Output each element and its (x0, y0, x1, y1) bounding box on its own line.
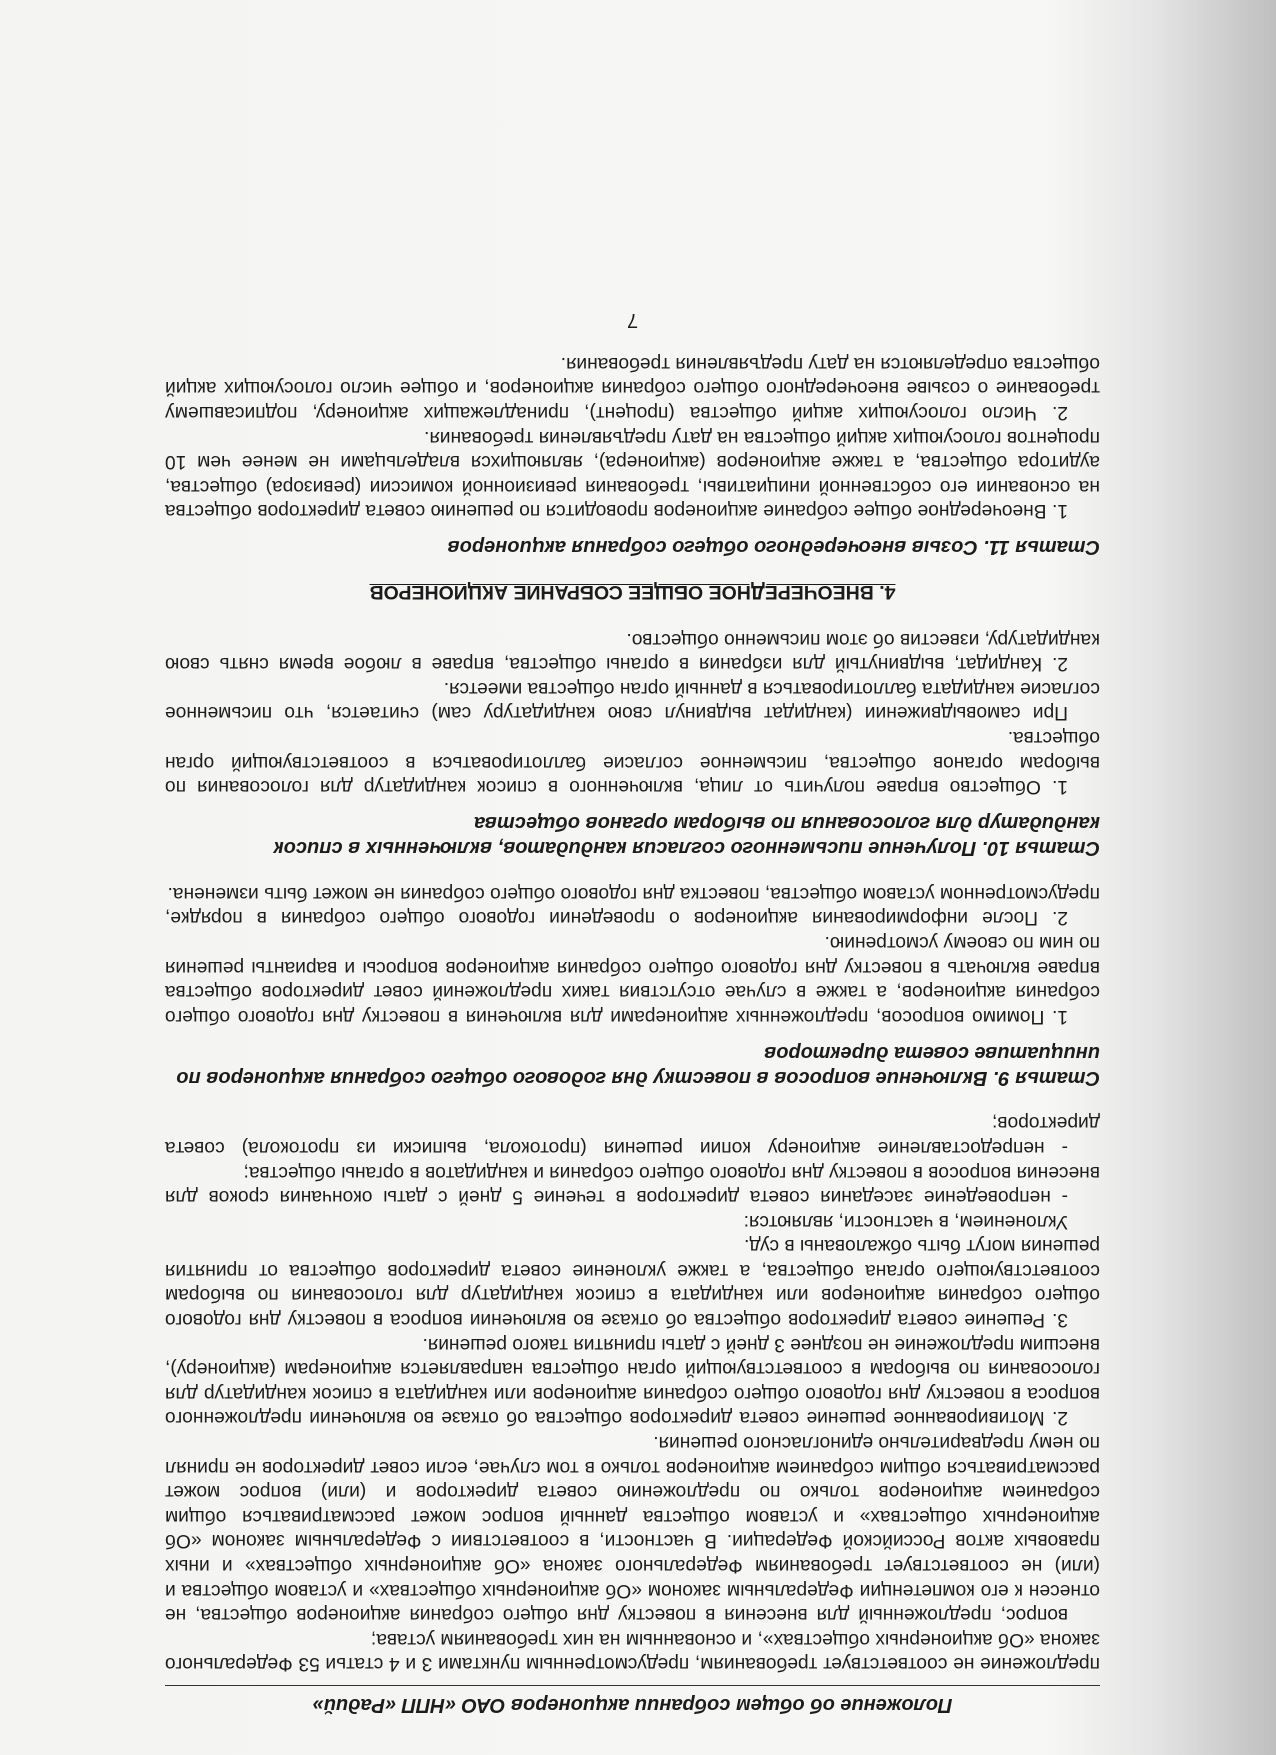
article-heading: Статья 9. Включение вопросов в повестку дня годового общего собрания акционеров по инициативе совета директоров (176, 1041, 1100, 1089)
list-item: - непроведение заседания совета директоров в течение 5 дней с даты окончания сроков для внесения вопросов в повестку дня годового общего собрания и кандидатов в органы общества; (165, 1161, 1100, 1208)
article-heading: Статья 11. Созыв внеочередного общего собрания акционеров (447, 536, 1100, 559)
body-text (165, 350, 1100, 1675)
running-header: Положение об общем собрании акционеров ОАО «НПП «Радий» (165, 1685, 1100, 1717)
list-item: - непредоставление акционеру копии решения (протокола, выписки из протокола) совета директоров; (165, 1112, 1100, 1158)
paragraph: 1. Внеочередное общее собрание акционеров проводится по решению совета директоров общества на основании его собственной инициативы, требования ревизионной комиссии (ревизора) общества, аудитора общества, а также акционеров (акционера), являющихся владельцами не менее чем 10 процентов голосующих акций общества на дату предъявления требования. (165, 426, 1100, 522)
paragraph: При самовыдвижении (кандидат выдвинул свою кандидатуру сам) считается, что письменное согласие кандидата баллотироваться в данный орган общества имеется. (165, 677, 1100, 724)
paragraph: 1. Общество вправе получить от лица, включенного в список кандидатур для голосования по выборам органов общества, письменное согласие баллотироваться в соответствующий орган общества. (165, 727, 1100, 798)
paragraph: 2. После информирования акционеров о проведении годового общего собрания в порядке, предусмотренном уставом общества, повестка дня годового общего собрания не может быть изменена. (165, 882, 1100, 929)
page-content (165, 309, 1100, 1717)
paragraph: вопрос, предложенный для внесения в повестку дня общего собрания акционеров общества, не отнесен к его компетенции Федеральным законом «Об акционерных обществах» и уставом общества и (или) не соответствует требованиям Федерального закона «Об акционерных обществах» и иных правовых актов Российской Федерации. В частности, в соответствии с Федеральным законом «Об акционерных обществах» и уставом общества данный вопрос может рассматриваться общим собранием акционеров только по предложению совета директоров и (или) вопрос может рассматриваться общим собранием акционеров только в том случае, если совет директоров не принял по нему предварительно единогласного решения. (165, 1432, 1100, 1626)
article-heading: Статья 10. Получение письменного согласия кандидатов, включенных в список кандидатур для голосования по выборам органов общества (273, 812, 1100, 860)
paragraph: 3. Решение совета директоров общества об отказе во включении вопроса в повестку дня годового общего собрания акционеров или кандидата в список кандидатур для голосования по выборам соответствующего органа общества, а также уклонение совета директоров общества от принятия решения могут быть обжалованы в суд. (165, 1235, 1100, 1331)
paragraph: 2. Мотивированное решение совета директоров общества об отказе во включении предложенного вопроса в повестку дня годового общего собрания акционеров или кандидата в список кандидатур для голосования по выборам в соответствующий орган общества направляется акционерам (акционеру), внесшим предложение не позднее 3 дней с даты принятия такого решения. (165, 1333, 1100, 1429)
paragraph: 1. Помимо вопросов, предложенных акционерами для включения в повестку дня годового общего собрания акционеров, а также в случае отсутствия таких предложений совет директоров общества вправе включать в повестку дня годового общего собрания акционеров вопросы и варианты решения по ним по своему усмотрению. (165, 931, 1100, 1027)
chapter-heading: 4. ВНЕОЧЕРЕДНОЕ ОБЩЕЕ СОБРАНИЕ АКЦИОНЕРОВ (369, 581, 896, 604)
paragraph: 2. Число голосующих акций общества (процент), принадлежащих акционеру, подписавшему требование о созыве внеочередного общего собрания акционеров, и общее число голосующих акций общества определяются на дату предъявления требования. (165, 352, 1100, 424)
paragraph: предложение не соответствует требованиям, предусмотренным пунктами 3 и 4 статьи 53 Федерального закона «Об акционерных обществах», и основанным на них требованиям устава; (165, 1628, 1100, 1675)
page-number: 7 (626, 309, 639, 332)
paragraph: 2. Кандидат, выдвинутый для избрания в органы общества, вправе в любое время снять свою кандидатуру, известив об этом письменно общество. (165, 628, 1100, 675)
paragraph: Уклонением, в частности, являются: (743, 1210, 1068, 1232)
